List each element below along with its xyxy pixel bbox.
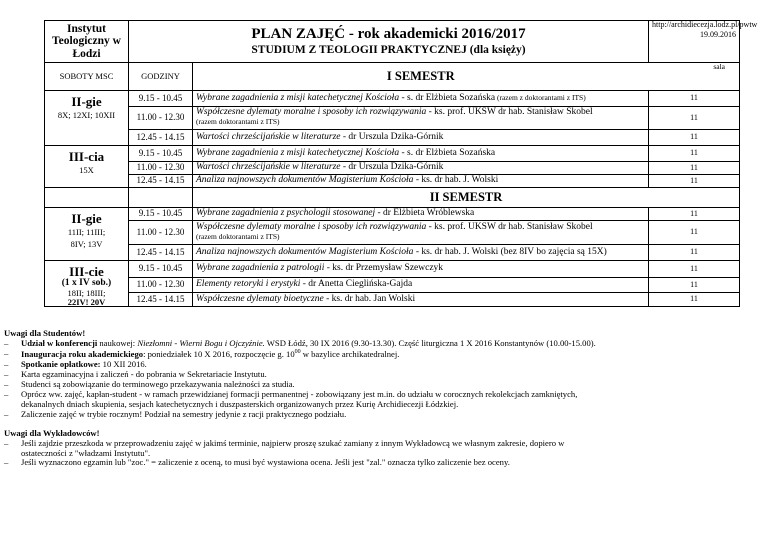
- institute-name: Instytut Teologiczny w Łodzi: [45, 21, 129, 63]
- subject-title: Wybrane zagadnienia z misji katechetycznej Kościoła: [196, 92, 400, 103]
- subject-title: Współczesne dylematy bioetyczne: [196, 293, 324, 304]
- list-item: – Karta egzaminacyjna i zaliczeń - do pobrania w Sekretariacie Instytutu.: [4, 370, 764, 380]
- lecturer: - dr Urszula Dzika-Górnik: [340, 131, 444, 142]
- group-dates-2: 22IV! 20V: [67, 296, 106, 307]
- table-row: [45, 292, 740, 307]
- group-name: III-cia: [68, 149, 105, 164]
- lecturer: - ks. prof. UKSW dr hab. Stanisław Skobel: [426, 107, 593, 118]
- subject-title: Elementy retoryki i erystyki: [196, 278, 301, 289]
- list-item: [4, 339, 764, 349]
- table-row: [45, 130, 740, 146]
- col-hours: GODZINY: [129, 63, 193, 91]
- group-name: II-gie: [71, 94, 102, 109]
- lecturer: - dr Urszula Dzika-Górnik: [340, 162, 444, 173]
- subject-title: Wybrane zagadnienia z psychologii stosowanej: [196, 208, 376, 219]
- subject-title: Wybrane zagadnienia z patrologii: [196, 262, 325, 273]
- students-notes-list: [4, 339, 764, 420]
- semester-2-label: II SEMESTR: [193, 188, 740, 208]
- time-cell: 12.45 - 14.15: [129, 130, 193, 146]
- table-row: [45, 146, 740, 162]
- room-cell: 11: [649, 277, 740, 292]
- col-room: sala: [649, 63, 740, 91]
- table-row: [45, 175, 740, 188]
- time-cell: 9.15 - 10.45: [129, 146, 193, 162]
- group-cell: [45, 261, 129, 307]
- lecturer: - ks. dr hab. J. Wolski (bez 8IV bo zajęcia są 15X): [413, 246, 607, 257]
- page-title: [129, 21, 649, 63]
- subject-cell: [193, 277, 649, 292]
- students-notes-title: Uwagi dla Studentów!: [4, 328, 86, 338]
- semester-1-label: I SEMESTR: [193, 63, 649, 91]
- time-cell: 12.45 - 14.15: [129, 292, 193, 307]
- list-item: – Studenci są zobowiązanie do terminowego przekazywania należności za studia.: [4, 380, 764, 390]
- subject-cell: [193, 146, 649, 162]
- subject-cell: [193, 162, 649, 175]
- time-cell: 9.15 - 10.45: [129, 261, 193, 278]
- group-cell: [45, 146, 129, 188]
- subject-cell: [193, 292, 649, 307]
- table-row: [45, 221, 740, 245]
- lecturer: - dr Elżbieta Wróblewska: [375, 208, 475, 219]
- group-cell: [45, 91, 129, 146]
- subject-cell: [193, 107, 649, 130]
- conference-title: Niezłomni - Wierni Bogu i Ojczyźnie.: [137, 337, 265, 348]
- time-cell: 12.45 - 14.15: [129, 175, 193, 188]
- table-row: [45, 107, 740, 130]
- table-row: [45, 245, 740, 261]
- room-cell: 11: [649, 175, 740, 188]
- subject-cell: [193, 175, 649, 188]
- schedule-table: [44, 20, 758, 307]
- lecturer: - dr Anetta Cieglińska-Gajda: [300, 278, 413, 289]
- subject-title: Współczesne dylematy moralne i sposoby ich rozwiązywania: [196, 221, 427, 232]
- time-cell: 11.00 - 12.30: [129, 277, 193, 292]
- room-cell: 11: [649, 91, 740, 107]
- lecturers-notes-list: [4, 439, 764, 469]
- lecturer: - ks. prof. UKSW dr hab. Stanisław Skobel: [426, 221, 593, 232]
- christmas-meeting-label: Spotkanie opłatkowe:: [21, 358, 101, 369]
- room-cell: 11: [649, 130, 740, 146]
- plan-subtitle: STUDIUM Z TEOLOGII PRAKTYCZNEJ (dla księży): [251, 44, 526, 57]
- subject-title: Wartości chrześcijańskie w literaturze: [196, 162, 341, 173]
- group-dates-2: 8IV; 13V: [70, 238, 103, 249]
- plan-title: PLAN ZAJĘĆ - rok akademicki 2016/2017: [251, 25, 526, 42]
- list-item: – Jeśli wyznaczono egzamin lub "zoc." = zaliczenie z oceną, to musi być wystawiona ocena. Jeśli jest "zal." oznacza tylko zaliczenie bez oceny.: [4, 458, 764, 468]
- room-cell: 11: [649, 107, 740, 130]
- group-cell: [45, 208, 129, 261]
- conference-details: WSD Łódź, 30 IX 2016 (9.30-13.30). Część liturgiczna 1 X 2016 Konstantynów (10.00-15.00).: [264, 337, 596, 348]
- item-text: Oprócz ww. zajęć, kapłan-student - w ramach przewidzianej formacji permanentnej - zobowiązany jest m.in. do udziału w corocznych rekolekcjach zamkniętych,: [21, 388, 578, 399]
- subject-title: Wybrane zagadnienia z misji katechetycznej Kościoła: [196, 147, 400, 158]
- table-row: [45, 91, 740, 107]
- subject-cell: [193, 91, 649, 107]
- list-item: – Zaliczenie zajęć w trybie rocznym! Podział na semestry jedynie z racji praktycznego podziału.: [4, 410, 764, 420]
- room-cell: 11: [649, 245, 740, 261]
- room-cell: 11: [649, 146, 740, 162]
- time-cell: 11.00 - 12.30: [129, 221, 193, 245]
- list-item: [4, 390, 764, 410]
- subject-cell: [193, 130, 649, 146]
- subject-note: (razem doktorantami z ITS): [196, 231, 280, 241]
- subject-title: Analiza najnowszych dokumentów Magisterium Kościoła: [196, 175, 414, 186]
- subject-cell: [193, 208, 649, 221]
- item-text-cont: dekanalnych dniach skupienia, sesjach katechetycznych i duszpasterskich organizowanych przez Kurię Archidiecezji Łódzkiej.: [21, 398, 459, 409]
- col-saturdays: SOBOTY MSC: [45, 63, 129, 91]
- website-url: http://archidiecezja.lodz.pl/pwtw: [652, 20, 758, 29]
- group-name: III-cie: [69, 264, 104, 279]
- room-cell: 11: [649, 261, 740, 278]
- inauguration-minutes: 00: [294, 348, 301, 355]
- room-cell: 11: [649, 208, 740, 221]
- item-text: Jeśli zajdzie przeszkoda w przeprowadzeniu zajęć w jakimś terminie, najpierw proszę szukać zamiany z innym Wykładowcą we własnym zakresie, dopiero w: [21, 437, 565, 448]
- lecturers-notes-title: Uwagi dla Wykładowców!: [4, 427, 100, 438]
- christmas-meeting-date: 10 XII 2016.: [100, 358, 147, 369]
- time-cell: 11.00 - 12.30: [129, 107, 193, 130]
- subject-note: (razem z doktorantami z ITS): [495, 92, 586, 102]
- lecturer: - ks. dr hab. Jan Wolski: [323, 293, 416, 304]
- table-row: [45, 261, 740, 278]
- conference-label: Udział w konferencji: [21, 337, 98, 348]
- group-dates: 15X: [79, 164, 94, 175]
- group-dates: 8X; 12XI; 10XII: [57, 109, 116, 120]
- inauguration-text: : poniedziałek 10 X 2016, rozpoczęcie g. 10: [143, 348, 295, 359]
- conference-prefix: naukowej:: [97, 337, 138, 348]
- list-item: [4, 439, 764, 459]
- inauguration-place: w bazylice archikatedralnej.: [300, 348, 400, 359]
- lecturer: - ks. dr hab. J. Wolski: [413, 175, 499, 186]
- subject-title: Współczesne dylematy moralne i sposoby ich rozwiązywania: [196, 107, 427, 118]
- header-info: [649, 20, 758, 63]
- time-cell: 11.00 - 12.30: [129, 162, 193, 175]
- table-row: [45, 162, 740, 175]
- table-row: [45, 208, 740, 221]
- table-row: [45, 277, 740, 292]
- group-dates: 11II; 11III;: [67, 226, 106, 237]
- subject-cell: [193, 221, 649, 245]
- group-dates: 18II; 18III;: [67, 287, 106, 298]
- subject-note: (razem doktorantami z ITS): [196, 117, 280, 126]
- subject-cell: [193, 261, 649, 278]
- item-text-cont: ostateczności z "władzami Instytutu".: [21, 447, 151, 458]
- lecturer: - s. dr Elżbieta Sozańska: [399, 92, 496, 103]
- notes-section: [4, 329, 764, 468]
- time-cell: 12.45 - 14.15: [129, 245, 193, 261]
- room-cell: 11: [649, 221, 740, 245]
- lecturer: - s. dr Elżbieta Sozańska: [399, 147, 496, 158]
- room-cell: 11: [649, 292, 740, 307]
- subject-title: Analiza najnowszych dokumentów Magisterium Kościoła: [196, 246, 414, 257]
- room-cell: 11: [649, 162, 740, 175]
- time-cell: 9.15 - 10.45: [129, 91, 193, 107]
- lecturer: - ks. dr Przemysław Szewczyk: [324, 262, 444, 273]
- time-cell: 9.15 - 10.45: [129, 208, 193, 221]
- inauguration-label: Inauguracja roku akademickiego: [21, 348, 144, 359]
- group-name: II-gie: [71, 211, 102, 226]
- group-frequency: (1 x IV sob.): [61, 277, 112, 288]
- subject-title: Wartości chrześcijańskie w literaturze: [196, 131, 341, 142]
- subject-cell: [193, 245, 649, 261]
- publication-date: 19.09.2016: [700, 30, 737, 40]
